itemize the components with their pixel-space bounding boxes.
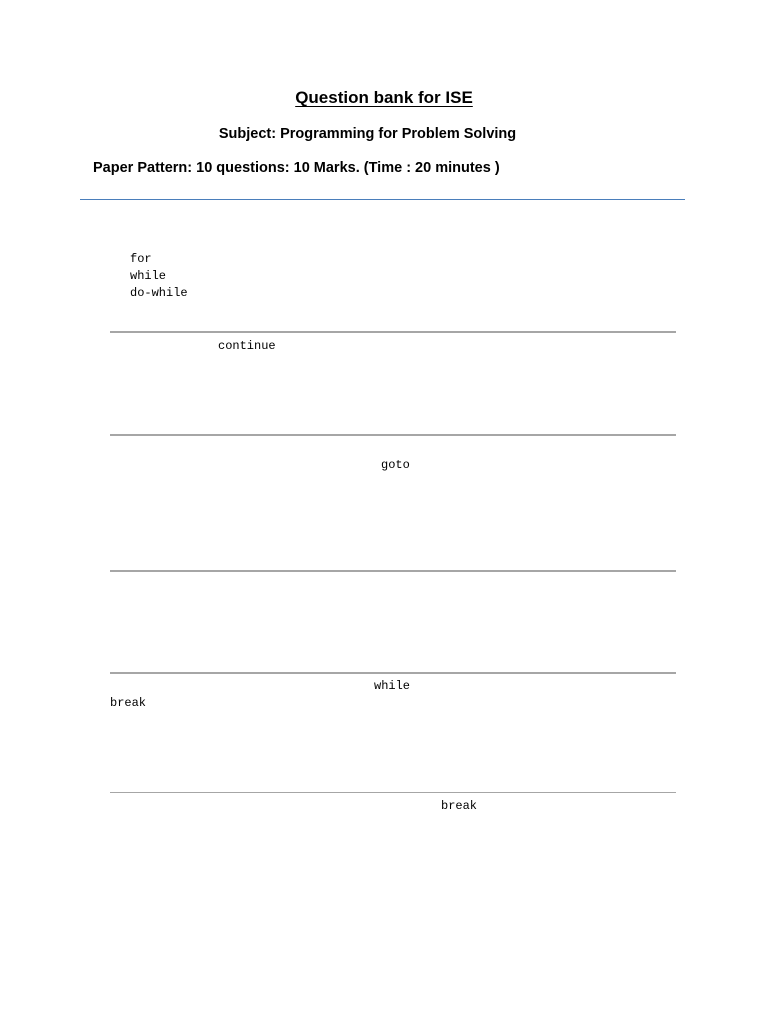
question-separator	[110, 434, 676, 436]
header-divider	[80, 199, 685, 200]
code-keyword: continue	[218, 339, 276, 353]
question-separator	[110, 570, 676, 572]
code-keyword: goto	[381, 458, 410, 472]
code-keyword: while	[374, 679, 411, 693]
code-keyword: break	[441, 799, 478, 813]
question-separator	[110, 792, 676, 793]
paper-pattern-line: Paper Pattern: 10 questions: 10 Marks. (Time : 20 minutes )	[93, 160, 500, 176]
question-separator	[110, 672, 676, 674]
subject-line: Subject: Programming for Problem Solving	[218, 126, 517, 142]
code-keyword: while	[130, 269, 167, 283]
page-title: Question bank for ISE	[295, 88, 473, 107]
question-separator	[110, 331, 676, 333]
code-keyword: do-while	[130, 286, 188, 300]
code-keyword: break	[110, 696, 147, 710]
code-keyword: for	[130, 252, 152, 266]
